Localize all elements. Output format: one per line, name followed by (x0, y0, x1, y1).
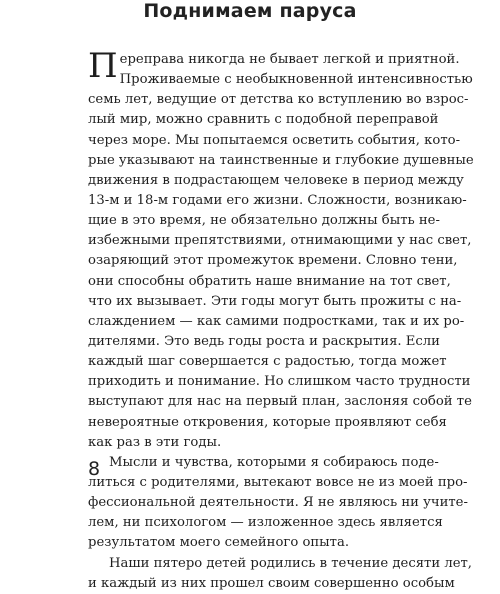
text-line: движения в подрастающем человеке в период между (88, 172, 464, 188)
text-line: и каждый из них прошел своим совершенно особым (88, 575, 455, 591)
text-line: Мысли и чувства, которыми я собираюсь поде- (109, 454, 439, 470)
text-line: выступают для нас на первый план, заслоняя собой те (88, 394, 472, 410)
text-line: результатом моего семейного опыта. (88, 535, 350, 551)
text-line: щие в это время, не обязательно должны быть не- (88, 213, 440, 229)
text-line: что их вызывает. Эти годы могут быть прожиты с на- (88, 293, 462, 309)
text-line: приходить и понимание. Но слишком часто трудности (88, 374, 471, 390)
text-line: литься с родителями, вытекают вовсе не из моей про- (88, 474, 468, 490)
text-line: ереправа никогда не бывает легкой и приятной. (119, 52, 460, 67)
text-line: лый мир, можно сравнить с подобной переправой (88, 112, 439, 128)
text-line: фессиональной деятельности. Я не являюсь ни учите- (88, 495, 468, 511)
paragraph-3 (88, 554, 472, 594)
body-text (88, 46, 474, 594)
text-line: невероятные откровения, которые проявляют себя (88, 414, 447, 430)
text-line: Наши пятеро детей родились в течение десяти лет, (109, 555, 472, 571)
page-number: 8 (88, 458, 101, 480)
text-line: семь лет, ведущие от детства ко вступлению во взрос- (88, 92, 469, 108)
text-line: озаряющий этот промежуток времени. Словно тени, (88, 253, 458, 269)
text-line: дителями. Это ведь годы роста и раскрытия. Если (88, 333, 440, 349)
drop-cap: П (88, 46, 118, 86)
text-line: лем, ни психологом — изложенное здесь является (88, 515, 443, 531)
running-head: Поднимаем паруса (143, 0, 357, 22)
paragraph-1 (88, 46, 474, 453)
text-line: 13-м и 18-м годами его жизни. Сложности, возникаю- (88, 192, 467, 208)
text-line: избежными препятствиями, отнимающими у нас свет, (88, 233, 472, 249)
text-line: Проживаемые с необыкновенной интенсивностью (119, 72, 473, 88)
text-line: каждый шаг совершается с радостью, тогда может (88, 354, 447, 370)
text-line: рые указывают на таинственные и глубокие душевные (88, 152, 474, 168)
paragraph-2 (88, 453, 468, 554)
text-line: слаждением — как самими подростками, так и их ро- (88, 313, 465, 329)
text-line: как раз в эти годы. (88, 434, 222, 450)
text-line: они способны обратить наше внимание на тот свет, (88, 273, 451, 289)
text-line: через море. Мы попытаемся осветить события, кото- (88, 132, 461, 148)
